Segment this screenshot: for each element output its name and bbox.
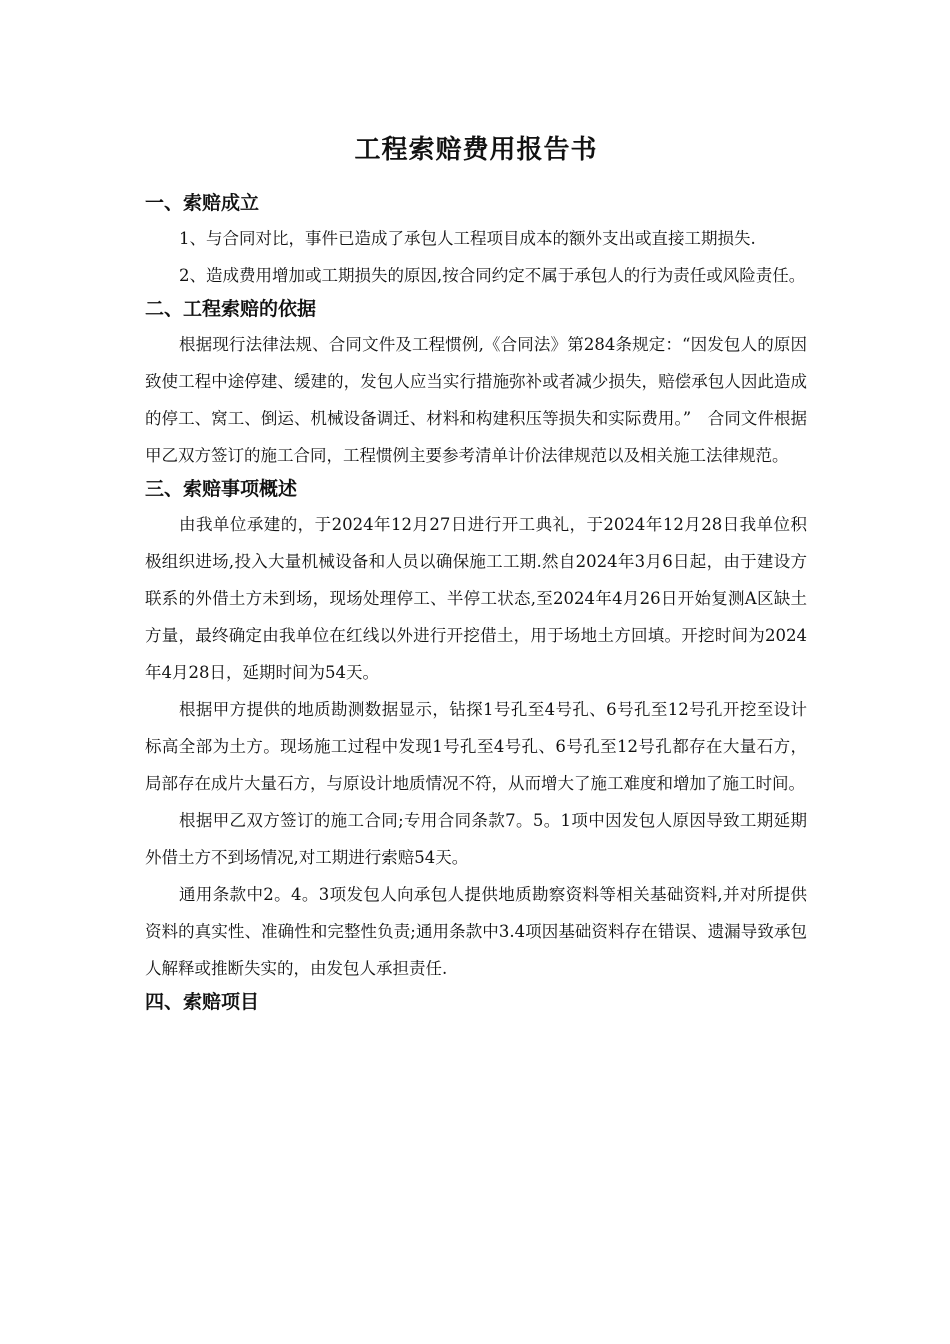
section-heading: 一、索赔成立 <box>145 192 260 214</box>
section-claim-established <box>145 188 807 294</box>
paragraph: 根据甲方提供的地质勘测数据显示，钻探1号孔至4号孔、6号孔至12号孔开挖至设计标高全部为土方。现场施工过程中发现1号孔至4号孔、6号孔至12号孔都存在大量石方，局部存在成片大量石方，与原设计地质情况不符，从而增大了施工难度和增加了施工时间。 <box>145 700 807 793</box>
document-page <box>145 128 807 1019</box>
section-claim-basis <box>145 294 807 474</box>
paragraph: 1、与合同对比，事件已造成了承包人工程项目成本的额外支出或直接工期损失. <box>179 229 756 248</box>
paragraph: 根据甲乙双方签订的施工合同;专用合同条款7。5。1项中因发包人原因导致工期延期外借土方不到场情况,对工期进行索赔54天。 <box>145 811 807 867</box>
section-claim-overview <box>145 474 807 987</box>
section-heading: 四、索赔项目 <box>145 991 260 1013</box>
paragraph: 根据现行法律法规、合同文件及工程惯例,《合同法》第284条规定：“因发包人的原因致使工程中途停建、缓建的，发包人应当实行措施弥补或者减少损失，赔偿承包人因此造成的停工、窝工、倒运、机械设备调迁、材料和构建积压等损失和实际费用。” 合同文件根据甲乙双方签订的施工合同，工程惯例主要参考清单计价法律规范以及相关施工法律规范。 <box>145 335 807 465</box>
section-heading: 二、工程索赔的依据 <box>145 298 317 320</box>
document-title: 工程索赔费用报告书 <box>354 135 598 165</box>
section-heading: 三、索赔事项概述 <box>145 478 298 500</box>
paragraph: 由我单位承建的，于2024年12月27日进行开工典礼，于2024年12月28日我单位积极组织进场,投入大量机械设备和人员以确保施工工期.然自2024年3月6日起，由于建设方联系的外借土方未到场，现场处理停工、半停工状态,至2024年4月26日开始复测A区缺土方量，最终确定由我单位在红线以外进行开挖借土，用于场地土方回填。开挖时间为2024年4月28日，延期时间为54天。 <box>145 515 807 682</box>
paragraph: 通用条款中2。4。3项发包人向承包人提供地质勘察资料等相关基础资料,并对所提供资料的真实性、准确性和完整性负责;通用条款中3.4项因基础资料存在错误、遗漏导致承包人解释或推断失实的，由发包人承担责任. <box>145 885 807 978</box>
section-claim-items <box>145 987 807 1017</box>
paragraph: 2、造成费用增加或工期损失的原因,按合同约定不属于承包人的行为责任或风险责任。 <box>179 266 806 285</box>
